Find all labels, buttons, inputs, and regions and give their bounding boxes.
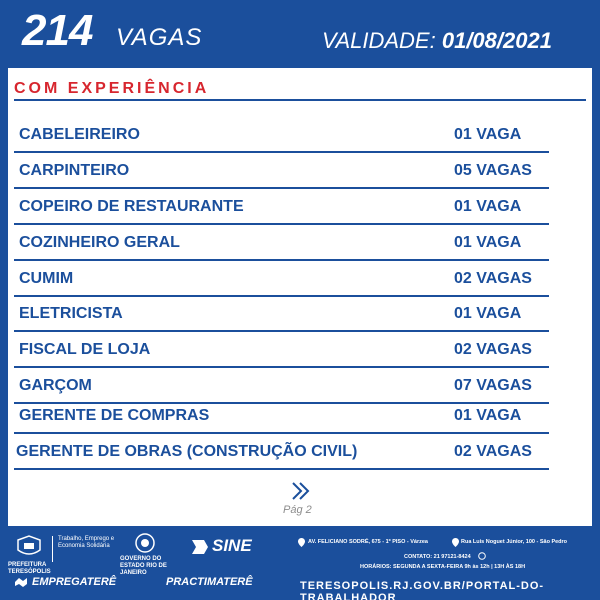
section-title: COM EXPERIÊNCIA <box>14 80 210 97</box>
job-name: CARPINTEIRO <box>19 162 130 179</box>
vacancy-count: 214 <box>22 6 93 55</box>
row-divider <box>14 330 549 332</box>
job-qty: 01 VAGA <box>454 305 522 322</box>
validity-date: 01/08/2021 <box>441 28 552 53</box>
page-label: Pág 2 <box>283 504 312 516</box>
job-qty: 02 VAGAS <box>454 270 532 287</box>
footer <box>0 526 600 600</box>
row-divider <box>14 432 549 434</box>
job-name: ELETRICISTA <box>19 305 123 322</box>
job-row <box>14 191 554 225</box>
row-divider <box>14 151 549 153</box>
job-name: GERENTE DE OBRAS (CONSTRUÇÃO CIVIL) <box>16 443 358 460</box>
job-qty: 05 VAGAS <box>454 162 532 179</box>
job-qty: 01 VAGA <box>454 407 522 424</box>
job-name: GERENTE DE COMPRAS <box>19 407 210 424</box>
row-divider <box>14 259 549 261</box>
header-banner <box>0 0 600 68</box>
job-name: CABELEIREIRO <box>19 126 140 143</box>
job-name: CUMIM <box>19 270 74 287</box>
section-divider <box>14 99 586 101</box>
address-secondary: Rua Luis Noguet Júnior, 100 - São Pedro <box>461 539 568 545</box>
location-pin-icon <box>298 538 305 547</box>
whatsapp-icon <box>478 552 486 560</box>
job-name: COZINHEIRO GERAL <box>19 234 180 251</box>
double-chevron-right-icon[interactable] <box>289 480 313 502</box>
job-row <box>14 298 554 332</box>
job-qty: 01 VAGA <box>454 126 522 143</box>
job-row <box>14 227 554 261</box>
hours: HORÁRIOS: SEGUNDA A SEXTA-FEIRA 9h às 12h | 13H ÀS 18H <box>360 564 526 570</box>
row-divider <box>14 295 549 297</box>
vacancy-label: VAGAS <box>116 24 203 51</box>
row-divider <box>14 223 549 225</box>
job-qty: 07 VAGAS <box>454 377 532 394</box>
row-divider <box>14 468 549 470</box>
empregatere-brand: EMPREGATERÊ <box>32 576 117 588</box>
job-qty: 01 VAGA <box>454 234 522 251</box>
handshake-icon <box>14 575 28 589</box>
governo-crest-icon <box>134 532 156 554</box>
job-name: COPEIRO DE RESTAURANTE <box>19 198 244 215</box>
job-qty: 02 VAGAS <box>454 443 532 460</box>
job-row <box>14 155 554 189</box>
job-row <box>14 370 554 404</box>
job-row <box>14 334 554 368</box>
governo-label: GOVERNO DO ESTADO RIO DE JANEIRO <box>120 556 167 576</box>
secretaria-label: Trabalho, Emprego e Economia Solidária <box>58 536 115 549</box>
sine-label: SINE <box>212 536 252 555</box>
validity-label: VALIDADE: <box>322 28 436 53</box>
address-primary: AV. FELICIANO SODRÉ, 675 - 1º PISO - Várzea <box>308 539 428 545</box>
job-row <box>14 436 554 470</box>
prefeitura-crest-icon <box>14 534 44 560</box>
job-name: GARÇOM <box>19 377 92 394</box>
job-row <box>14 119 554 153</box>
validity <box>322 28 552 54</box>
contact: CONTATO: 21 97121-8424 <box>404 554 471 560</box>
row-divider <box>14 366 549 368</box>
location-pin-icon <box>452 538 459 547</box>
job-qty: 01 VAGA <box>454 198 522 215</box>
portal-link[interactable]: TERESOPOLIS.RJ.GOV.BR/PORTAL-DO-TRABALHADOR <box>300 580 545 600</box>
job-name: FISCAL DE LOJA <box>19 341 151 358</box>
logo-divider <box>52 536 53 562</box>
sine-logo-icon <box>190 538 210 556</box>
job-qty: 02 VAGAS <box>454 341 532 358</box>
job-row <box>14 263 554 297</box>
practimatere-brand: PRACTIMATERÊ <box>166 576 253 588</box>
row-divider <box>14 187 549 189</box>
prefeitura-label: PREFEITURA TERESÓPOLIS <box>8 562 51 575</box>
job-row <box>14 400 554 434</box>
